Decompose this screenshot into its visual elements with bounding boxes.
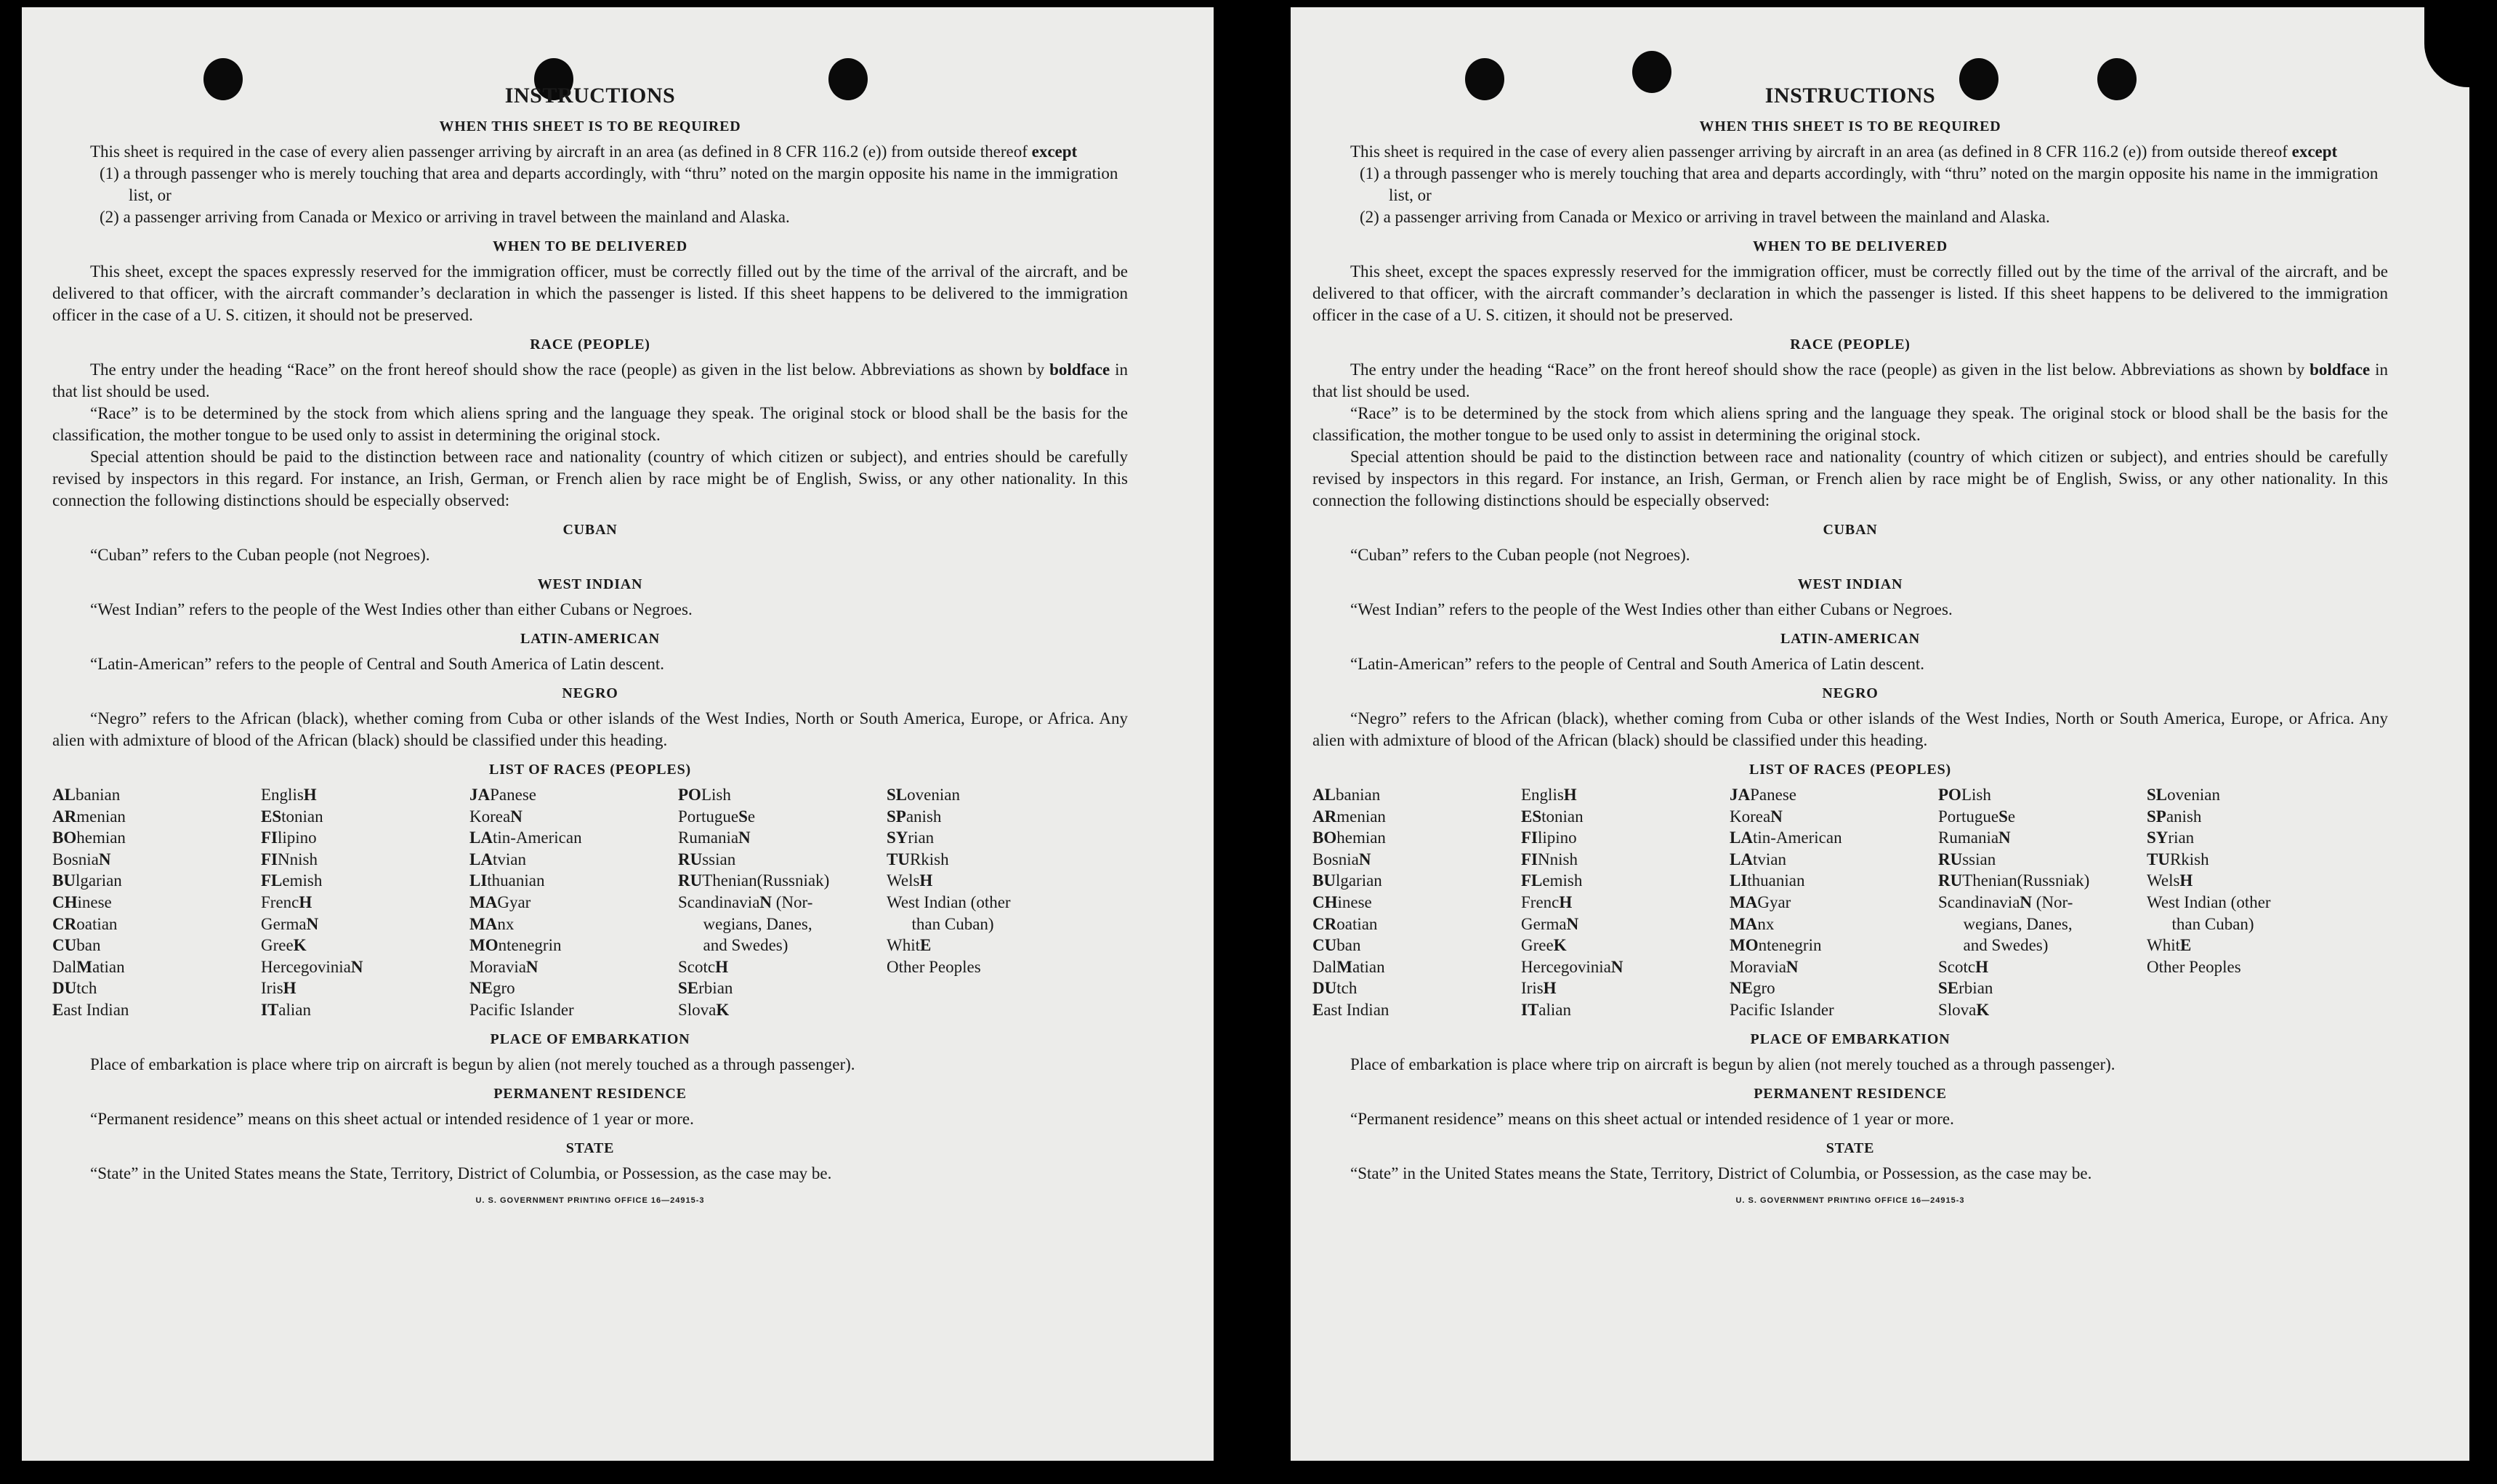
race-entry: Pacific Islander: [469, 1000, 574, 1019]
page-title: INSTRUCTIONS: [1764, 84, 1936, 108]
race-entry: KoreaN: [1730, 807, 1783, 826]
race-entry: FLemish: [261, 871, 323, 890]
race-entry: EnglisH: [1521, 786, 1577, 804]
race-entry: SLovenian: [887, 786, 960, 804]
race-entry: DalMatian: [52, 957, 125, 976]
section-heading: WEST INDIAN: [537, 576, 643, 592]
list-item: (2) a passenger arriving from Canada or Mexico or arriving in travel between the mainland and Alaska.: [1360, 208, 2050, 226]
paragraph: This sheet is required in the case of every alien passenger arriving by aircraft in an area (as defined in 8 CFR 116.2 (e)) from outside thereof except: [1350, 142, 2338, 161]
section-heading: WHEN THIS SHEET IS TO BE REQUIRED: [1699, 118, 2001, 134]
race-entry: ScotcH: [678, 957, 728, 976]
race-entry: ALbanian: [52, 786, 121, 804]
paragraph: Place of embarkation is place where trip on aircraft is begun by alien (not merely touched as a through passenger).: [90, 1054, 855, 1073]
paragraph: This sheet, except the spaces expressly reserved for the immigration officer, must be correctly filled out by the time of the arrival of the aircraft, and be delivered to that officer, with the aircraft commander’s declaration in which the passenger is listed. If this sheet happens to be delivered to the immigration officer in the case of a U. S. citizen, it should not be preserved.: [1312, 262, 2388, 324]
race-entry: LAtin-American: [469, 828, 582, 847]
section-heading: WHEN THIS SHEET IS TO BE REQUIRED: [439, 118, 741, 134]
instructions-content: [52, 84, 1128, 1205]
race-entry: CUban: [52, 936, 101, 955]
race-column: [1521, 784, 1730, 1021]
race-entry: than Cuban): [887, 914, 994, 933]
paragraph: “Race” is to be determined by the stock from which aliens spring and the language they speak. The original stock or blood shall be the basis for the classification, the mother tongue to be used only to assist in determining the original stock.: [52, 404, 1128, 444]
paragraph: “Negro” refers to the African (black), whether coming from Cuba or other islands of the West Indies, North or South America, Europe, or Africa. Any alien with admixture of blood of the African (black) should be classified under this heading.: [1312, 709, 2388, 749]
race-column: [261, 784, 469, 1021]
race-entry: MOntenegrin: [1730, 936, 1822, 955]
section-heading: LATIN-AMERICAN: [1780, 631, 1920, 647]
race-entry: LIthuanian: [469, 871, 545, 890]
race-entry: SLovenian: [2147, 786, 2220, 804]
race-entry: CHinese: [1312, 892, 1372, 911]
race-entry: MAGyar: [1730, 892, 1791, 911]
race-entry: MAnx: [469, 914, 515, 933]
race-entry: East Indian: [1312, 1000, 1389, 1019]
race-entry: than Cuban): [2147, 914, 2254, 933]
section-heading: RACE (PEOPLE): [1790, 336, 1911, 352]
list-item: (1) a through passenger who is merely touching that area and departs accordingly, with “thru” noted on the margin opposite his name in the immigration list, or: [1360, 164, 2379, 204]
race-entry: SPanish: [887, 807, 942, 826]
race-entry: ALbanian: [1312, 786, 1381, 804]
race-entry: RumaniaN: [1938, 828, 2011, 847]
race-entry: CUban: [1312, 936, 1361, 955]
race-entry: POLish: [678, 786, 731, 804]
race-entry: SlovaK: [678, 1000, 730, 1019]
section-heading: STATE: [565, 1140, 615, 1156]
paragraph: “Latin-American” refers to the people of Central and South America of Latin descent.: [1350, 655, 1924, 673]
race-entry: FIlipino: [261, 828, 317, 847]
race-entry: East Indian: [52, 1000, 129, 1019]
section-heading: PLACE OF EMBARKATION: [1750, 1031, 1951, 1047]
section-heading: RACE (PEOPLE): [530, 336, 650, 352]
race-entry: CRoatian: [1312, 914, 1378, 933]
section-heading: CUBAN: [562, 522, 618, 538]
race-entry: BUlgarian: [1312, 871, 1382, 890]
race-entry: MAnx: [1730, 914, 1775, 933]
race-entry: IrisH: [261, 979, 297, 998]
paragraph: This sheet, except the spaces expressly reserved for the immigration officer, must be correctly filled out by the time of the arrival of the aircraft, and be delivered to that officer, with the aircraft commander’s declaration in which the passenger is listed. If this sheet happens to be delivered to the immigration officer in the case of a U. S. citizen, it should not be preserved.: [52, 262, 1128, 324]
race-entry: West Indian (other: [2147, 892, 2271, 911]
paragraph: The entry under the heading “Race” on the front hereof should show the race (people) as given in the list below. Abbreviations as shown by boldface in that list should be used.: [52, 360, 1129, 400]
section-heading: PERMANENT RESIDENCE: [1754, 1085, 1947, 1102]
printing-office-imprint: U. S. GOVERNMENT PRINTING OFFICE 16—24915-3: [475, 1195, 705, 1205]
section-heading: WEST INDIAN: [1797, 576, 1903, 592]
section-heading: NEGRO: [562, 685, 618, 701]
race-entry: HercegoviniaN: [1521, 957, 1623, 976]
race-entry: HercegoviniaN: [261, 957, 363, 976]
race-entry: WhitE: [887, 936, 932, 955]
race-entry: TURkish: [887, 850, 949, 868]
race-entry: MAGyar: [469, 892, 531, 911]
race-entry: WhitE: [2147, 936, 2192, 955]
section-heading: LIST OF RACES (PEOPLES): [1749, 762, 1951, 778]
race-entry: wegians, Danes,: [1938, 914, 2073, 933]
race-entry: SPanish: [2147, 807, 2202, 826]
race-entry: POLish: [1938, 786, 1991, 804]
section-heading: WHEN TO BE DELIVERED: [492, 238, 688, 254]
race-entry: CRoatian: [52, 914, 118, 933]
race-entry: IrisH: [1521, 979, 1557, 998]
race-entry: WelsH: [887, 871, 933, 890]
paragraph: “Permanent residence” means on this sheet actual or intended residence of 1 year or more.: [90, 1109, 694, 1128]
race-entry: FLemish: [1521, 871, 1583, 890]
paragraph: “West Indian” refers to the people of the West Indies other than either Cubans or Negroes.: [90, 600, 693, 618]
race-entry: GreeK: [1521, 936, 1567, 955]
race-entry: RumaniaN: [678, 828, 751, 847]
race-entry: Other Peoples: [2147, 957, 2241, 976]
race-entry: SErbian: [1938, 979, 1993, 998]
race-entry: ITalian: [1521, 1000, 1571, 1019]
race-entry: FrencH: [1521, 892, 1573, 911]
race-entry: MoraviaN: [469, 957, 538, 976]
race-entry: MOntenegrin: [469, 936, 562, 955]
race-entry: and Swedes): [678, 936, 788, 955]
paragraph: “Cuban” refers to the Cuban people (not Negroes).: [1350, 546, 1690, 564]
section-heading: WHEN TO BE DELIVERED: [1752, 238, 1948, 254]
race-column: [1312, 784, 1521, 1021]
list-item: (1) a through passenger who is merely touching that area and departs accordingly, with “thru” noted on the margin opposite his name in the immigration list, or: [100, 164, 1118, 204]
race-entry: LIthuanian: [1730, 871, 1805, 890]
race-entry: LAtvian: [469, 850, 526, 868]
race-entry: SlovaK: [1938, 1000, 1990, 1019]
race-entry: NEgro: [469, 979, 515, 998]
section-heading: LIST OF RACES (PEOPLES): [489, 762, 691, 778]
race-entry: RUThenian(Russniak): [678, 871, 830, 890]
paragraph: Special attention should be paid to the distinction between race and nationality (country of which citizen or subject), and entries should be carefully revised by inspectors in this regard. For instance, an Irish, German, or French alien by race might be of English, Swiss, or any other nationality. In this connection the following distinctions should be especially observed:: [1312, 448, 2388, 509]
race-entry: TURkish: [2147, 850, 2209, 868]
race-column: [1938, 784, 2147, 1021]
race-entry: MoraviaN: [1730, 957, 1799, 976]
race-entry: GermaN: [1521, 914, 1579, 933]
paragraph: “State” in the United States means the State, Territory, District of Columbia, or Possession, as the case may be.: [1350, 1164, 2092, 1182]
race-entry: NEgro: [1730, 979, 1775, 998]
race-column: [1730, 784, 1938, 1021]
race-column: [52, 784, 261, 1021]
race-entry: CHinese: [52, 892, 112, 911]
race-entry: PortugueSe: [1938, 807, 2016, 826]
race-entry: BOhemian: [52, 828, 126, 847]
race-entry: Other Peoples: [887, 957, 981, 976]
race-entry: BosniaN: [52, 850, 111, 868]
race-entry: BosniaN: [1312, 850, 1371, 868]
race-entry: and Swedes): [1938, 936, 2049, 955]
paragraph: Place of embarkation is place where trip on aircraft is begun by alien (not merely touched as a through passenger).: [1350, 1054, 2115, 1073]
race-entry: ScotcH: [1938, 957, 1988, 976]
race-entry: JAPanese: [469, 786, 536, 804]
race-entry: DUtch: [1312, 979, 1358, 998]
document-page-right: [1291, 7, 2469, 1461]
list-item: (2) a passenger arriving from Canada or Mexico or arriving in travel between the mainland and Alaska.: [100, 208, 790, 226]
race-entry: ARmenian: [52, 807, 126, 826]
race-column: [678, 784, 887, 1021]
race-entry: DalMatian: [1312, 957, 1385, 976]
race-list: [52, 784, 1128, 1021]
race-entry: WelsH: [2147, 871, 2193, 890]
race-entry: wegians, Danes,: [678, 914, 812, 933]
race-entry: Pacific Islander: [1730, 1000, 1834, 1019]
race-entry: GermaN: [261, 914, 319, 933]
race-entry: GreeK: [261, 936, 307, 955]
race-list: [1312, 784, 2388, 1021]
race-entry: KoreaN: [469, 807, 523, 826]
instructions-content: [1312, 84, 2388, 1205]
section-heading: LATIN-AMERICAN: [520, 631, 660, 647]
race-entry: EStonian: [261, 807, 323, 826]
race-entry: FIlipino: [1521, 828, 1577, 847]
paragraph: “Negro” refers to the African (black), whether coming from Cuba or other islands of the West Indies, North or South America, Europe, or Africa. Any alien with admixture of blood of the African (black) should be classified under this heading.: [52, 709, 1128, 749]
race-entry: SErbian: [678, 979, 733, 998]
paragraph: The entry under the heading “Race” on the front hereof should show the race (people) as given in the list below. Abbreviations as shown by boldface in that list should be used.: [1312, 360, 2389, 400]
paragraph: “Cuban” refers to the Cuban people (not Negroes).: [90, 546, 430, 564]
race-entry: PortugueSe: [678, 807, 756, 826]
race-entry: BUlgarian: [52, 871, 122, 890]
section-heading: NEGRO: [1822, 685, 1879, 701]
paragraph: This sheet is required in the case of every alien passenger arriving by aircraft in an area (as defined in 8 CFR 116.2 (e)) from outside thereof except: [90, 142, 1078, 161]
race-entry: ScandinaviaN (Nor-: [1938, 892, 2073, 911]
race-entry: ITalian: [261, 1000, 311, 1019]
race-entry: LAtvian: [1730, 850, 1786, 868]
document-page-left: [22, 7, 1214, 1461]
section-heading: PLACE OF EMBARKATION: [490, 1031, 690, 1047]
race-entry: SYrian: [887, 828, 935, 847]
race-column: [2147, 784, 2355, 1021]
section-heading: CUBAN: [1823, 522, 1878, 538]
paragraph: Special attention should be paid to the distinction between race and nationality (country of which citizen or subject), and entries should be carefully revised by inspectors in this regard. For instance, an Irish, German, or French alien by race might be of English, Swiss, or any other nationality. In this connection the following distinctions should be especially observed:: [52, 448, 1128, 509]
paragraph: “Permanent residence” means on this sheet actual or intended residence of 1 year or more.: [1350, 1109, 1954, 1128]
race-entry: SYrian: [2147, 828, 2195, 847]
page-title: INSTRUCTIONS: [504, 84, 676, 108]
section-heading: STATE: [1826, 1140, 1875, 1156]
race-entry: JAPanese: [1730, 786, 1796, 804]
race-entry: ARmenian: [1312, 807, 1386, 826]
section-heading: PERMANENT RESIDENCE: [493, 1085, 687, 1102]
race-column: [469, 784, 678, 1021]
torn-corner: [2424, 7, 2469, 87]
race-entry: West Indian (other: [887, 892, 1011, 911]
paragraph: “State” in the United States means the State, Territory, District of Columbia, or Possession, as the case may be.: [90, 1164, 832, 1182]
race-entry: RUssian: [1938, 850, 1996, 868]
paragraph: “Latin-American” refers to the people of Central and South America of Latin descent.: [90, 655, 664, 673]
race-entry: ScandinaviaN (Nor-: [678, 892, 813, 911]
race-entry: RUssian: [678, 850, 736, 868]
printing-office-imprint: U. S. GOVERNMENT PRINTING OFFICE 16—24915-3: [1735, 1195, 1965, 1205]
race-entry: FINnish: [1521, 850, 1578, 868]
race-entry: EnglisH: [261, 786, 317, 804]
paragraph: “West Indian” refers to the people of the West Indies other than either Cubans or Negroes.: [1350, 600, 1953, 618]
race-entry: BOhemian: [1312, 828, 1386, 847]
race-entry: RUThenian(Russniak): [1938, 871, 2090, 890]
race-entry: EStonian: [1521, 807, 1584, 826]
race-column: [887, 784, 1095, 1021]
race-entry: DUtch: [52, 979, 97, 998]
paragraph: “Race” is to be determined by the stock from which aliens spring and the language they speak. The original stock or blood shall be the basis for the classification, the mother tongue to be used only to assist in determining the original stock.: [1312, 404, 2388, 444]
race-entry: LAtin-American: [1730, 828, 1842, 847]
race-entry: FrencH: [261, 892, 312, 911]
race-entry: FINnish: [261, 850, 318, 868]
